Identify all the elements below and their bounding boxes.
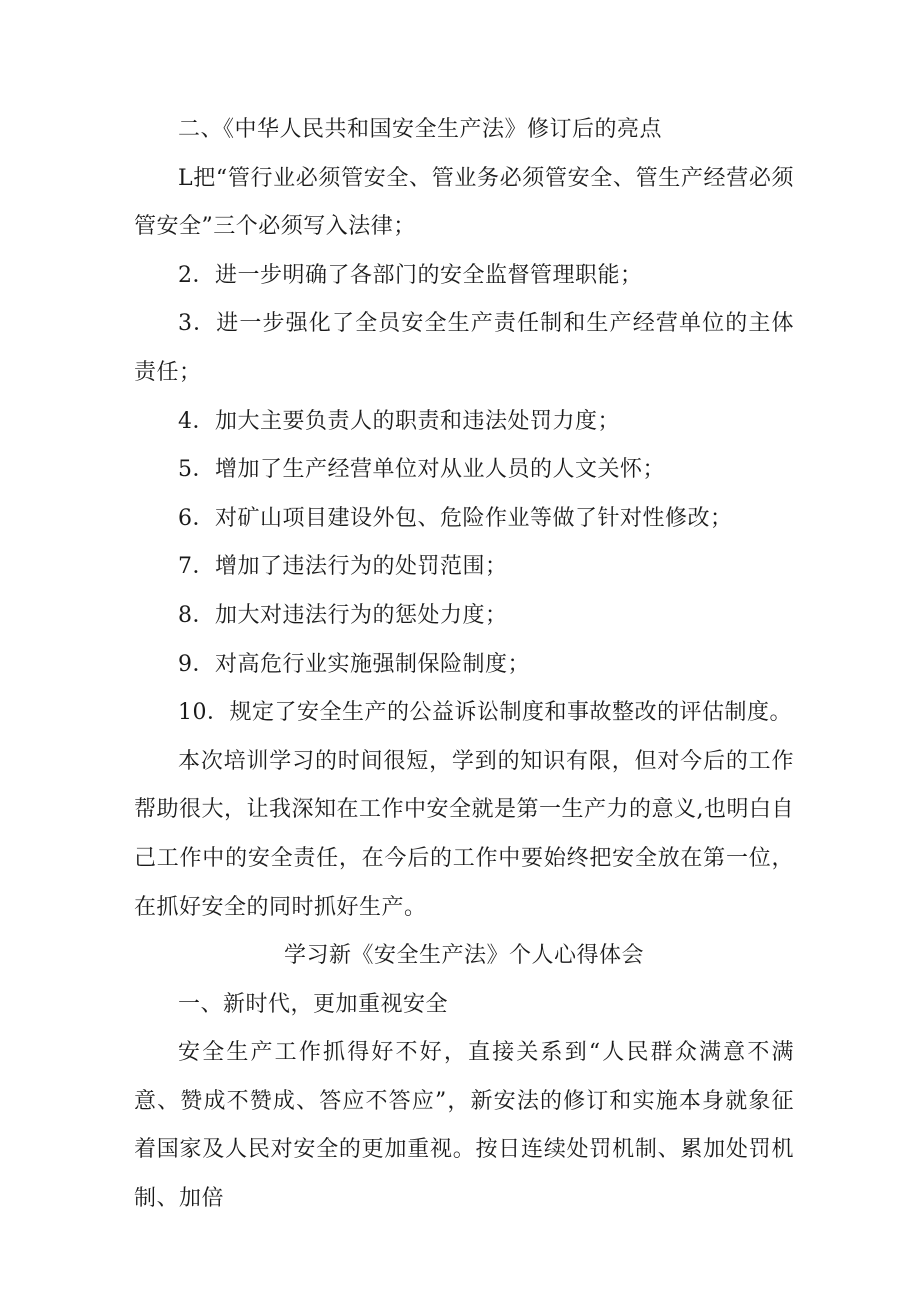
body-paragraph: 安全生产工作抓得好不好，直接关系到“人民群众满意不满意、赞成不赞成、答应不答应”，新安法的修订和实施本身就象征着国家及人民对安全的更加重视。按日连续处罚机制、累加处罚机制、加倍 [134,1040,794,1212]
section-heading-new-era: 一、新时代，更加重视安全 [178,991,449,1017]
article-title: 学习新《安全生产法》个人心得体会 [283,943,644,969]
list-item-3: 3．进一步强化了全员安全生产责任制和生产经营单位的主体责任； [134,311,794,385]
list-item-8: 8．加大对违法行为的惩处力度； [178,602,508,628]
list-item-6: 6．对矿山项目建设外包、危险作业等做了针对性修改； [178,505,733,531]
section-heading-highlights: 二、《中华人民共和国安全生产法》修订后的亮点 [178,117,663,142]
document-body [134,106,794,1224]
list-item-7: 7．增加了违法行为的处罚范围； [178,554,508,580]
list-item-9: 9．对高危行业实施强制保险制度； [178,651,530,677]
summary-paragraph: 本次培训学习的时间很短，学到的知识有限，但对今后的工作帮助很大，让我深知在工作中安全就是第一生产力的意义,也明白自己工作中的安全责任，在今后的工作中要始终把安全放在第一位，在抓好安全的同时抓好生产。 [134,748,794,920]
list-item-1: L把“管行业必须管安全、管业务必须管安全、管生产经营必须管安全”三个必须写入法律； [134,165,794,240]
list-item-5: 5．增加了生产经营单位对从业人员的人文关怀； [178,457,665,483]
list-item-10: 10．规定了安全生产的公益诉讼制度和事故整改的评估制度。 [178,700,792,726]
list-item-2: 2．进一步明确了各部门的安全监督管理职能； [178,262,643,288]
list-item-4: 4．加大主要负责人的职责和违法处罚力度； [178,408,620,434]
